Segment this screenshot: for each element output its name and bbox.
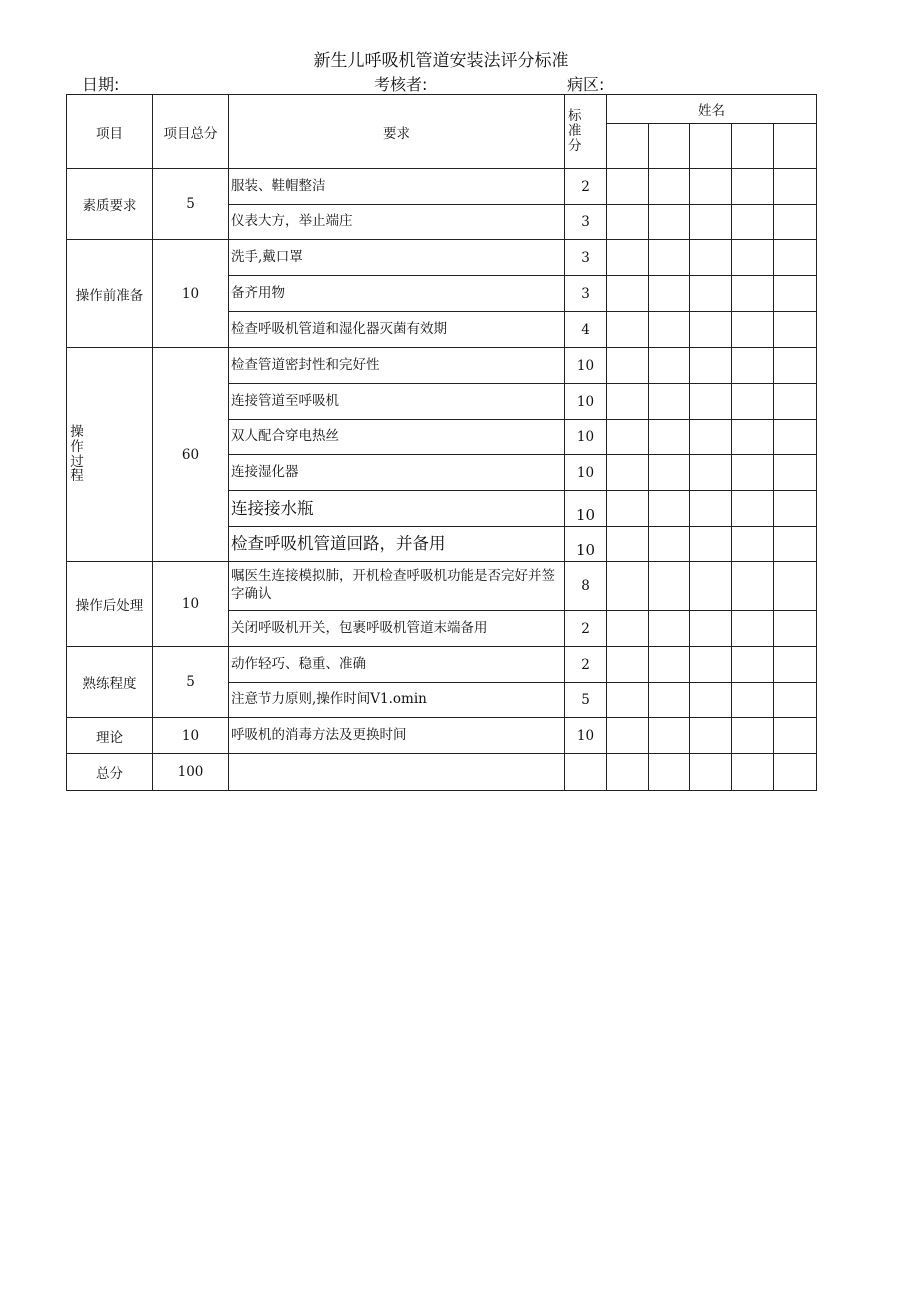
score-cell[interactable] bbox=[774, 455, 817, 491]
requirement-text: 嘱医生连接模拟肺，开机检查呼吸机功能是否完好并签字确认 bbox=[229, 562, 565, 611]
total-value: 100 bbox=[153, 754, 229, 791]
standard-score: 10 bbox=[565, 455, 607, 491]
table-row bbox=[67, 562, 817, 611]
score-cell[interactable] bbox=[732, 348, 774, 384]
total-label: 总分 bbox=[67, 754, 153, 791]
score-cell[interactable] bbox=[690, 240, 732, 276]
name-cell[interactable] bbox=[774, 124, 817, 169]
section-total: 5 bbox=[153, 169, 229, 240]
score-cell[interactable] bbox=[774, 240, 817, 276]
score-cell[interactable] bbox=[649, 169, 690, 205]
standard-score: 4 bbox=[565, 312, 607, 348]
requirement-text: 服装、鞋帽整洁 bbox=[229, 169, 565, 205]
section-name: 熟练程度 bbox=[67, 647, 153, 718]
score-cell[interactable] bbox=[732, 240, 774, 276]
score-cell[interactable] bbox=[649, 718, 690, 754]
score-cell[interactable] bbox=[774, 169, 817, 205]
standard-score: 3 bbox=[565, 240, 607, 276]
requirement-text: 关闭呼吸机开关，包裹呼吸机管道末端备用 bbox=[229, 611, 565, 647]
score-cell[interactable] bbox=[649, 754, 690, 791]
examiner-label: 考核者: bbox=[374, 75, 428, 94]
score-cell[interactable] bbox=[690, 562, 732, 611]
score-cell[interactable] bbox=[732, 169, 774, 205]
name-cell[interactable] bbox=[649, 124, 690, 169]
requirement-text: 连接管道至呼吸机 bbox=[229, 384, 565, 420]
section-total: 60 bbox=[153, 348, 229, 562]
score-cell[interactable] bbox=[649, 562, 690, 611]
header-name: 姓名 bbox=[607, 95, 817, 124]
score-cell[interactable] bbox=[690, 455, 732, 491]
score-cell[interactable] bbox=[774, 312, 817, 348]
score-cell[interactable] bbox=[732, 276, 774, 312]
score-cell[interactable] bbox=[649, 527, 690, 562]
table-row bbox=[67, 348, 817, 384]
score-cell[interactable] bbox=[649, 276, 690, 312]
score-cell[interactable] bbox=[607, 240, 649, 276]
score-cell[interactable] bbox=[732, 527, 774, 562]
standard-score-label: 标准分 bbox=[568, 108, 582, 154]
score-cell[interactable] bbox=[607, 276, 649, 312]
score-cell[interactable] bbox=[690, 312, 732, 348]
requirement-text: 洗手,戴口罩 bbox=[229, 240, 565, 276]
name-cell[interactable] bbox=[690, 124, 732, 169]
requirement-text: 仪表大方，举止端庄 bbox=[229, 205, 565, 240]
score-cell[interactable] bbox=[732, 384, 774, 420]
score-cell[interactable] bbox=[607, 348, 649, 384]
score-cell[interactable] bbox=[774, 562, 817, 611]
total-standard-cell bbox=[565, 754, 607, 791]
score-cell[interactable] bbox=[649, 611, 690, 647]
score-cell[interactable] bbox=[690, 683, 732, 718]
score-cell[interactable] bbox=[607, 384, 649, 420]
score-cell[interactable] bbox=[732, 754, 774, 791]
score-cell[interactable] bbox=[607, 754, 649, 791]
score-cell[interactable] bbox=[774, 205, 817, 240]
score-cell[interactable] bbox=[607, 420, 649, 455]
requirement-text: 连接接水瓶 bbox=[229, 491, 565, 527]
standard-score: 8 bbox=[565, 562, 607, 611]
score-cell[interactable] bbox=[649, 683, 690, 718]
page-title: 新生儿呼吸机管道安装法评分标准 bbox=[313, 51, 569, 71]
score-cell[interactable] bbox=[649, 348, 690, 384]
total-row bbox=[67, 754, 817, 791]
score-cell[interactable] bbox=[690, 754, 732, 791]
score-cell[interactable] bbox=[607, 562, 649, 611]
table-row bbox=[67, 169, 817, 205]
score-cell[interactable] bbox=[607, 169, 649, 205]
standard-score: 10 bbox=[565, 420, 607, 455]
score-cell[interactable] bbox=[607, 647, 649, 683]
section-total: 10 bbox=[153, 562, 229, 647]
score-cell[interactable] bbox=[607, 527, 649, 562]
score-cell[interactable] bbox=[649, 312, 690, 348]
standard-score: 10 bbox=[565, 527, 607, 562]
table-row bbox=[67, 718, 817, 754]
score-cell[interactable] bbox=[690, 611, 732, 647]
score-cell[interactable] bbox=[774, 718, 817, 754]
score-cell[interactable] bbox=[774, 420, 817, 455]
score-cell[interactable] bbox=[690, 169, 732, 205]
score-cell[interactable] bbox=[774, 384, 817, 420]
score-cell[interactable] bbox=[732, 562, 774, 611]
score-cell[interactable] bbox=[607, 718, 649, 754]
score-cell[interactable] bbox=[732, 683, 774, 718]
section-name-vertical: 操作过程 bbox=[70, 423, 84, 485]
standard-score: 2 bbox=[565, 611, 607, 647]
ward-label: 病区: bbox=[567, 75, 605, 94]
scoring-table bbox=[66, 94, 817, 791]
score-cell[interactable] bbox=[690, 348, 732, 384]
name-cell[interactable] bbox=[732, 124, 774, 169]
total-requirement-cell bbox=[229, 754, 565, 791]
score-cell[interactable] bbox=[774, 276, 817, 312]
score-cell[interactable] bbox=[732, 455, 774, 491]
requirement-text: 检查呼吸机管道和湿化器灭菌有效期 bbox=[229, 312, 565, 348]
header-item-total: 项目总分 bbox=[153, 95, 229, 169]
score-cell[interactable] bbox=[649, 420, 690, 455]
score-cell[interactable] bbox=[649, 384, 690, 420]
section-name: 理论 bbox=[67, 718, 153, 754]
score-cell[interactable] bbox=[774, 348, 817, 384]
standard-score: 10 bbox=[565, 384, 607, 420]
score-cell[interactable] bbox=[649, 647, 690, 683]
requirement-text: 注意节力原则,操作时间V1.omin bbox=[229, 683, 565, 718]
score-cell[interactable] bbox=[649, 455, 690, 491]
table-row bbox=[67, 240, 817, 276]
section-name: 操作前准备 bbox=[67, 240, 153, 348]
requirement-text: 备齐用物 bbox=[229, 276, 565, 312]
score-cell[interactable] bbox=[774, 683, 817, 718]
score-cell[interactable] bbox=[732, 491, 774, 527]
requirement-text: 检查管道密封性和完好性 bbox=[229, 348, 565, 384]
score-cell[interactable] bbox=[690, 276, 732, 312]
score-cell[interactable] bbox=[690, 384, 732, 420]
standard-score: 10 bbox=[565, 718, 607, 754]
standard-score: 5 bbox=[565, 683, 607, 718]
score-cell[interactable] bbox=[774, 527, 817, 562]
score-cell[interactable] bbox=[732, 611, 774, 647]
score-cell[interactable] bbox=[690, 420, 732, 455]
standard-score: 3 bbox=[565, 205, 607, 240]
section-total: 5 bbox=[153, 647, 229, 718]
score-cell[interactable] bbox=[690, 527, 732, 562]
score-cell[interactable] bbox=[690, 491, 732, 527]
table-row bbox=[67, 647, 817, 683]
section-name: 操作后处理 bbox=[67, 562, 153, 647]
score-cell[interactable] bbox=[649, 205, 690, 240]
header-item: 项目 bbox=[67, 95, 153, 169]
score-cell[interactable] bbox=[732, 205, 774, 240]
score-cell[interactable] bbox=[649, 491, 690, 527]
standard-score: 2 bbox=[565, 647, 607, 683]
score-cell[interactable] bbox=[774, 754, 817, 791]
score-cell[interactable] bbox=[607, 491, 649, 527]
standard-score: 3 bbox=[565, 276, 607, 312]
standard-score: 10 bbox=[565, 348, 607, 384]
section-name bbox=[67, 348, 153, 562]
score-cell[interactable] bbox=[732, 312, 774, 348]
score-cell[interactable] bbox=[607, 455, 649, 491]
score-cell[interactable] bbox=[774, 491, 817, 527]
standard-score: 2 bbox=[565, 169, 607, 205]
requirement-text: 检查呼吸机管道回路，并备用 bbox=[229, 527, 565, 562]
standard-score: 10 bbox=[565, 491, 607, 527]
score-cell[interactable] bbox=[732, 718, 774, 754]
header-requirement: 要求 bbox=[229, 95, 565, 169]
score-cell[interactable] bbox=[607, 205, 649, 240]
score-cell[interactable] bbox=[690, 718, 732, 754]
score-cell[interactable] bbox=[690, 205, 732, 240]
section-total: 10 bbox=[153, 240, 229, 348]
requirement-text: 动作轻巧、稳重、准确 bbox=[229, 647, 565, 683]
name-cell[interactable] bbox=[607, 124, 649, 169]
score-cell[interactable] bbox=[774, 647, 817, 683]
score-cell[interactable] bbox=[732, 420, 774, 455]
score-cell[interactable] bbox=[649, 240, 690, 276]
score-cell[interactable] bbox=[732, 647, 774, 683]
section-name: 素质要求 bbox=[67, 169, 153, 240]
score-cell[interactable] bbox=[774, 611, 817, 647]
section-total: 10 bbox=[153, 718, 229, 754]
requirement-text: 双人配合穿电热丝 bbox=[229, 420, 565, 455]
score-cell[interactable] bbox=[607, 683, 649, 718]
score-cell[interactable] bbox=[607, 312, 649, 348]
date-label: 日期: bbox=[82, 75, 120, 94]
requirement-text: 呼吸机的消毒方法及更换时间 bbox=[229, 718, 565, 754]
score-cell[interactable] bbox=[607, 611, 649, 647]
requirement-text: 连接湿化器 bbox=[229, 455, 565, 491]
header-standard-score bbox=[565, 95, 607, 169]
score-cell[interactable] bbox=[690, 647, 732, 683]
